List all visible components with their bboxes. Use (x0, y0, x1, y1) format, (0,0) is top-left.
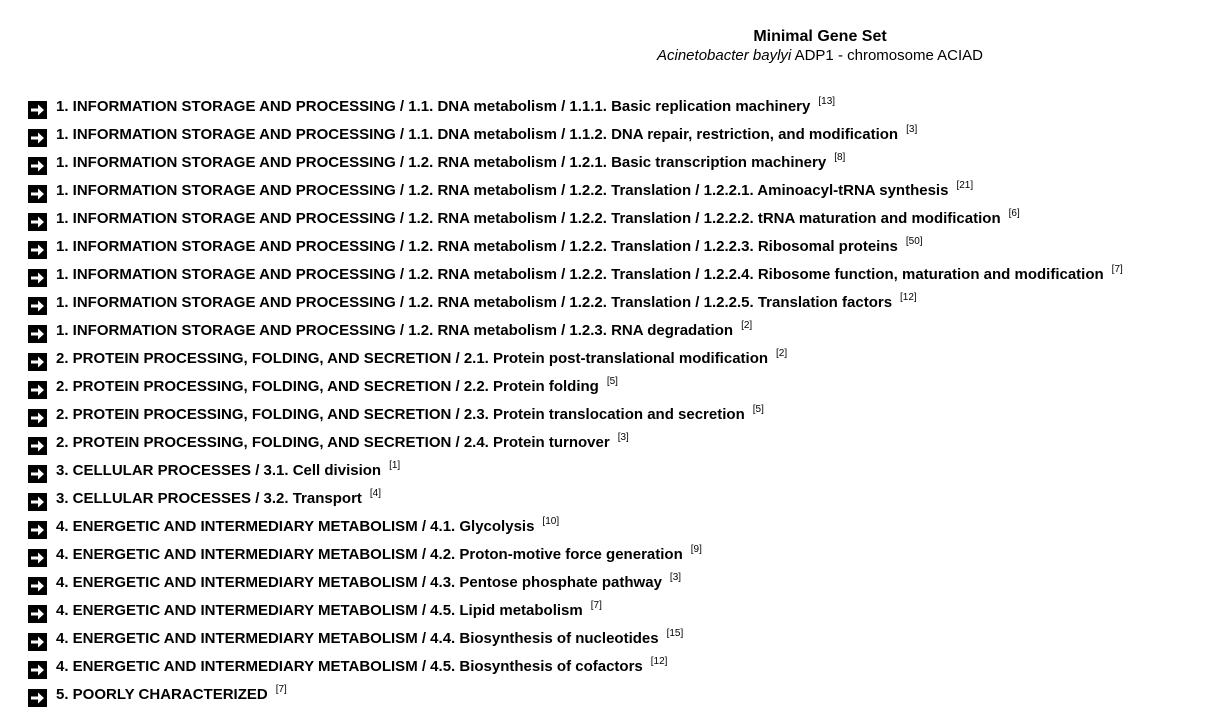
category-link[interactable]: 4. ENERGETIC AND INTERMEDIARY METABOLISM / 4.4. Biosynthesis of nucleotides (56, 630, 659, 647)
list-item (28, 457, 1123, 485)
list-item (28, 289, 1123, 317)
category-link[interactable]: 1. INFORMATION STORAGE AND PROCESSING / 1.2. RNA metabolism / 1.2.3. RNA degradation (56, 322, 734, 339)
arrow-right-icon[interactable] (28, 549, 47, 567)
arrow-right-icon[interactable] (28, 409, 47, 427)
list-item (28, 345, 1123, 373)
page-title: Minimal Gene Set (753, 28, 887, 45)
list-item (28, 373, 1123, 401)
category-link[interactable]: 1. INFORMATION STORAGE AND PROCESSING / 1.2. RNA metabolism / 1.2.2. Translation / 1.2.2.1. Aminoacyl-tRNA synthesis (56, 182, 949, 199)
arrow-right-icon[interactable] (28, 325, 47, 343)
list-item (28, 401, 1123, 429)
list-item (28, 261, 1123, 289)
arrow-right-icon[interactable] (28, 493, 47, 511)
arrow-right-icon[interactable] (28, 297, 47, 315)
list-item (28, 513, 1123, 541)
list-item (28, 121, 1123, 149)
page-subtitle (600, 47, 1040, 65)
category-link[interactable]: 1. INFORMATION STORAGE AND PROCESSING / 1.2. RNA metabolism / 1.2.1. Basic transcription machinery (56, 154, 827, 171)
list-item (28, 205, 1123, 233)
list-item (28, 485, 1123, 513)
arrow-right-icon[interactable] (28, 381, 47, 399)
category-link[interactable]: 1. INFORMATION STORAGE AND PROCESSING / 1.2. RNA metabolism / 1.2.2. Translation / 1.2.2.4. Ribosome function, maturation and modification (56, 266, 1104, 283)
page-header (600, 27, 1040, 65)
gene-count: [6] (1008, 207, 1020, 219)
list-item (28, 681, 1123, 709)
arrow-right-icon[interactable] (28, 129, 47, 147)
list-item (28, 653, 1123, 681)
category-link[interactable]: 4. ENERGETIC AND INTERMEDIARY METABOLISM / 4.3. Pentose phosphate pathway (56, 574, 662, 591)
category-link[interactable]: 4. ENERGETIC AND INTERMEDIARY METABOLISM / 4.5. Lipid metabolism (56, 602, 583, 619)
gene-count: [3] (906, 123, 918, 135)
list-item (28, 149, 1123, 177)
category-link[interactable]: 3. CELLULAR PROCESSES / 3.2. Transport (56, 490, 362, 507)
list-item (28, 625, 1123, 653)
gene-count: [21] (956, 179, 974, 191)
list-item (28, 429, 1123, 457)
gene-count: [4] (369, 487, 382, 499)
gene-count: [10] (542, 515, 560, 527)
list-item (28, 541, 1123, 569)
gene-count: [3] (669, 571, 682, 583)
category-link[interactable]: 1. INFORMATION STORAGE AND PROCESSING / 1.2. RNA metabolism / 1.2.2. Translation / 1.2.2.2. tRNA maturation and modification (56, 210, 1001, 227)
arrow-right-icon[interactable] (28, 689, 47, 707)
gene-count: [13] (818, 95, 836, 107)
gene-count: [50] (905, 235, 923, 247)
arrow-right-icon[interactable] (28, 633, 47, 651)
arrow-right-icon[interactable] (28, 157, 47, 175)
category-link[interactable]: 4. ENERGETIC AND INTERMEDIARY METABOLISM / 4.5. Biosynthesis of cofactors (56, 658, 643, 675)
gene-count: [3] (617, 431, 629, 443)
category-link[interactable]: 1. INFORMATION STORAGE AND PROCESSING / 1.1. DNA metabolism / 1.1.1. Basic replication machinery (56, 98, 811, 115)
category-link[interactable]: 1. INFORMATION STORAGE AND PROCESSING / 1.2. RNA metabolism / 1.2.2. Translation / 1.2.2.3. Ribosomal proteins (56, 238, 898, 255)
category-link[interactable]: 3. CELLULAR PROCESSES / 3.1. Cell division (56, 462, 382, 479)
arrow-right-icon[interactable] (28, 213, 47, 231)
gene-count: [2] (741, 319, 753, 331)
arrow-right-icon[interactable] (28, 661, 47, 679)
category-list (28, 93, 1123, 709)
category-link[interactable]: 2. PROTEIN PROCESSING, FOLDING, AND SECRETION / 2.4. Protein turnover (56, 434, 610, 451)
gene-count: [5] (606, 375, 618, 387)
category-link[interactable]: 2. PROTEIN PROCESSING, FOLDING, AND SECRETION / 2.1. Protein post-translational modification (56, 350, 769, 367)
arrow-right-icon[interactable] (28, 465, 47, 483)
arrow-right-icon[interactable] (28, 437, 47, 455)
gene-count: [12] (650, 655, 668, 667)
category-link[interactable]: 1. INFORMATION STORAGE AND PROCESSING / 1.1. DNA metabolism / 1.1.2. DNA repair, restriction, and modification (56, 126, 899, 143)
gene-count: [9] (690, 543, 702, 555)
list-item (28, 569, 1123, 597)
gene-count: [1] (389, 459, 401, 471)
list-item (28, 93, 1123, 121)
gene-count: [7] (1111, 263, 1123, 275)
gene-count: [7] (590, 599, 602, 611)
arrow-right-icon[interactable] (28, 521, 47, 539)
gene-count: [2] (776, 347, 788, 359)
category-link[interactable]: 5. POORLY CHARACTERIZED (56, 686, 268, 703)
list-item (28, 177, 1123, 205)
arrow-right-icon[interactable] (28, 605, 47, 623)
category-link[interactable]: 2. PROTEIN PROCESSING, FOLDING, AND SECRETION / 2.2. Protein folding (56, 378, 599, 395)
gene-count: [7] (275, 683, 287, 695)
arrow-right-icon[interactable] (28, 101, 47, 119)
arrow-right-icon[interactable] (28, 185, 47, 203)
subtitle-rest: ADP1 - chromosome ACIAD (794, 47, 983, 64)
category-link[interactable]: 4. ENERGETIC AND INTERMEDIARY METABOLISM / 4.2. Proton-motive force generation (56, 546, 683, 563)
gene-count: [12] (900, 291, 917, 303)
gene-count: [8] (834, 151, 846, 163)
gene-count: [15] (666, 627, 684, 639)
arrow-right-icon[interactable] (28, 577, 47, 595)
arrow-right-icon[interactable] (28, 269, 47, 287)
category-link[interactable]: 4. ENERGETIC AND INTERMEDIARY METABOLISM / 4.1. Glycolysis (56, 518, 535, 535)
list-item (28, 317, 1123, 345)
list-item (28, 597, 1123, 625)
list-item (28, 233, 1123, 261)
arrow-right-icon[interactable] (28, 241, 47, 259)
arrow-right-icon[interactable] (28, 353, 47, 371)
gene-count: [5] (752, 403, 764, 415)
category-link[interactable]: 1. INFORMATION STORAGE AND PROCESSING / 1.2. RNA metabolism / 1.2.2. Translation / 1.2.2.5. Translation factors (56, 294, 893, 311)
organism-name: Acinetobacter baylyi (657, 47, 792, 64)
category-link[interactable]: 2. PROTEIN PROCESSING, FOLDING, AND SECRETION / 2.3. Protein translocation and secretion (56, 406, 745, 423)
